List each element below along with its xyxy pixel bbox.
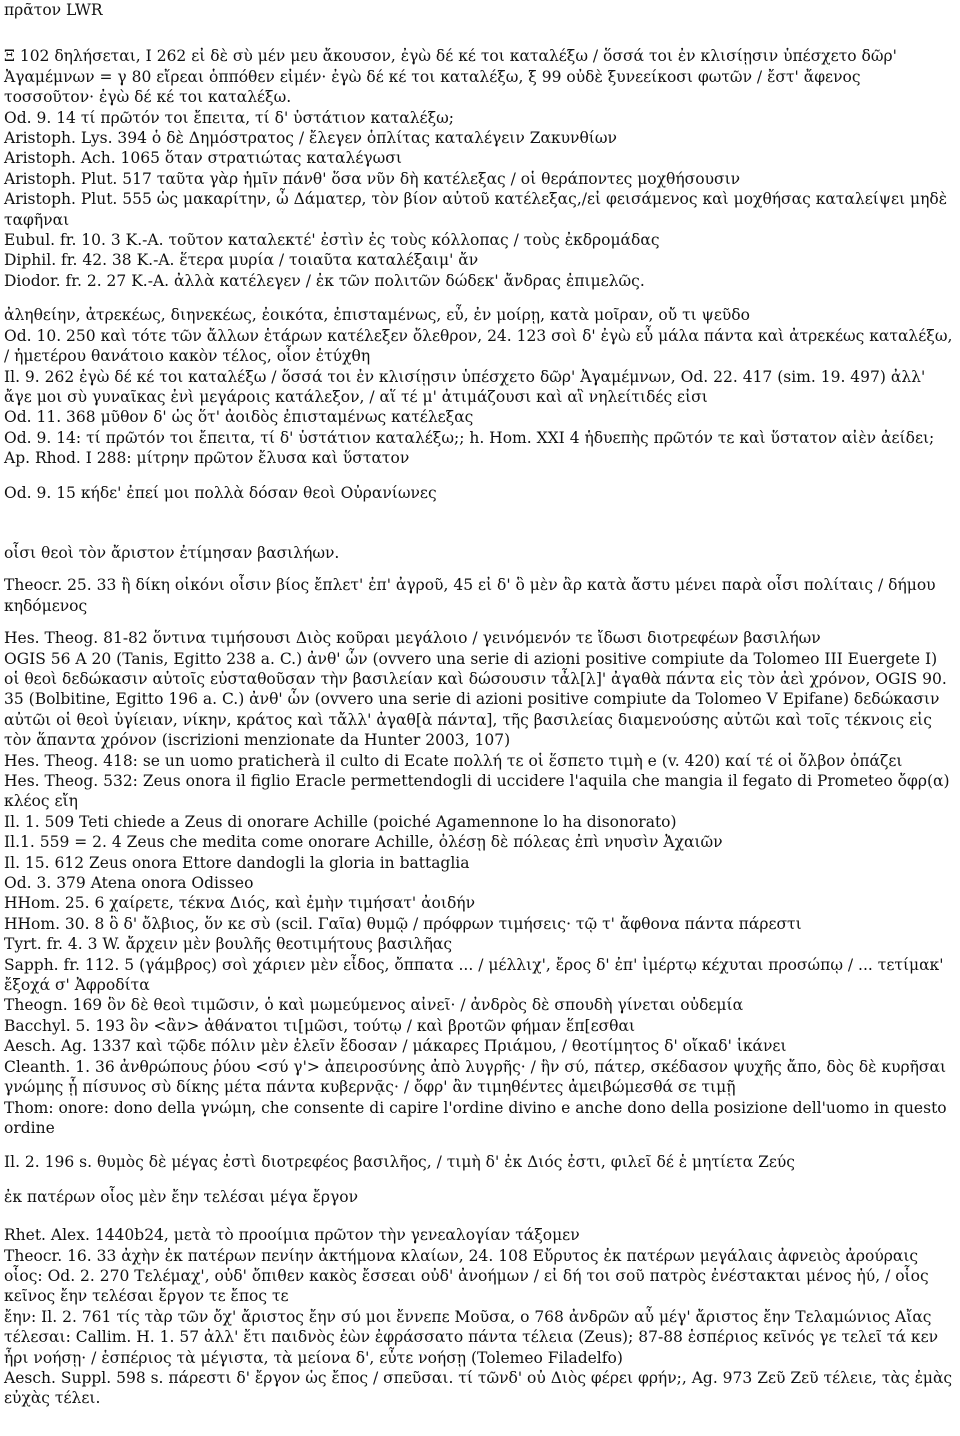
text-line: ἔην: Il. 2. 761 τίς τὰρ τῶν ὄχ' ἄριστος ἔην σύ μοι ἔννεπε Μοῦσα, o 768 ἀνδρῶν αὖ μέγ' ἄριστος ἔην Τελαμώνιος Αἴας <box>4 1307 932 1326</box>
text-line: Aristoph. Lys. 394 ὁ δὲ Δημόστρατος / ἔλεγεν ὁπλίτας καταλέγειν Ζακυνθίων <box>4 129 617 148</box>
text-line: ἐκ πατέρων οἷος μὲν ἔην τελέσαι μέγα ἔργον <box>4 1187 359 1206</box>
spacer <box>4 503 954 543</box>
spacer <box>4 616 954 628</box>
text-line: Sapph. fr. 112. 5 (γάμβρος) σοὶ χάριεν μὲν εἶδος, ὄππατα ... / μέλλιχ', ἔρος δ' ἐπ' ἰμέρτῳ κέχυται προσώπῳ / ... τετίμακ' ἔξοχά σ' Ἀφροδίτα <box>4 955 944 995</box>
text-line: Hes. Theog. 418: se un uomo praticherà il culto di Ecate πολλή τε οἱ ἕσπετο τιμὴ e (v. 420) καί τέ οἱ ὄλβον ὀπάζει <box>4 751 903 770</box>
text-line: HHom. 30. 8 ὃ δ' ὄλβιος, ὅν κε σὺ (scil. Γαῖα) θυμῷ / πρόφρων τιμήσεις· τῷ τ' ἄφθονα πάντα πάρεστι <box>4 914 802 933</box>
text-line: Il. 1. 509 Teti chiede a Zeus di onorare Achille (poiché Agamennone lo ha disonorato) <box>4 812 677 831</box>
text-line: OGIS 56 A 20 (Tanis, Egitto 238 a. C.) ἀνθ' ὧν (ovvero una serie di azioni positive compiute da Tolomeo III Euergete I) οἱ θεοὶ δεδώκασιν αὐτοῖς εὐσταθοῦσαν τὴν βασιλείαν καὶ δώσουσιν τἆλ[λ]' ἀγαθὰ πάντα εἰς τὸν ἀεὶ χρόνον, OGIS 90. 35 (Bolbitine, Egitto 196 a. C.) ἀνθ' ὧν (ovvero una serie di azioni positive compiute da Tolomeo V Epifane) δεδώκασιν αὐτῶι οἱ θεοὶ ὑγίειαν, νίκην, κράτος καὶ τἄλλ' ἀγαθ[ὰ πάντα], τῆς βασιλείας διαμενούσης αὐτῶι καὶ τοῖς τέκνοις εἰς τὸν ἅπαντα χρόνον (iscrizioni menzionate da Hunter 2003, 107) <box>4 649 947 750</box>
text-line: οἷσι θεοὶ τὸν ἄριστον ἐτίμησαν βασιλήων. <box>4 543 340 562</box>
text-line: Od. 3. 379 Atena onora Odisseo <box>4 874 254 893</box>
text-line: Od. 9. 14 τί πρῶτόν τοι ἔπειτα, τί δ' ὑστάτιον καταλέξω; <box>4 108 454 127</box>
spacer <box>4 1207 954 1225</box>
text-line: Hes. Theog. 81-82 ὅντινα τιμήσουσι Διὸς κοῦραι μεγάλοιο / γεινόμενόν τε ἴδωσι διοτρεφέων βασιλήων <box>4 629 821 648</box>
text-line: Od. 11. 368 μῦθον δ' ὡς ὅτ' ἀοιδὸς ἐπισταμένως κατέλεξας <box>4 408 474 427</box>
text-line: Hes. Theog. 532: Zeus onora il figlio Eracle permettendogli di uccidere l'aquila che mangia il fegato di Prometeo ὄφρ(α) κλέος εἴη <box>4 772 950 811</box>
text-line: τέλεσαι: Callim. H. 1. 57 ἀλλ' ἔτι παιδνὸς ἐὼν ἐφράσσατο πάντα τέλεια (Zeus); 87-88 ἑσπέριος κεῖνός γε τελεῖ τά κεν ἦρι νοήσῃ· / ἑσπέριος τὰ μέγιστα, τὰ μείονα δ', εὖτε νοήσῃ (Tolemeo Filadelfo) <box>4 1328 939 1367</box>
text-line: Aristoph. Ach. 1065 ὅταν στρατιώτας καταλέγωσι <box>4 149 402 168</box>
text-line: HHom. 25. 6 χαίρετε, τέκνα Διός, καὶ ἐμὴν τιμήσατ' ἀοιδήν <box>4 894 475 913</box>
text-line: Od. 10. 250 καὶ τότε τῶν ἄλλων ἑτάρων κατέλεξεν ὄλεθρον, 24. 123 σοὶ δ' ἐγὼ εὖ μάλα πάντα καὶ ἀτρεκέως καταλέξω, / ἡμετέρου θανάτοιο κακὸν τέλος, οἷον ἐτύχθη <box>4 326 953 366</box>
document-page <box>4 0 954 1409</box>
entries-list <box>4 46 954 1408</box>
spacer <box>4 469 954 483</box>
text-line: Diphil. fr. 42. 38 K.-A. ἕτερα μυρία / τοιαῦτα καταλέξαιμ' ἄν <box>4 251 479 270</box>
text-line: Cleanth. 1. 36 ἀνθρώπους ῥύου <σύ γ'> ἀπειροσύνης ἀπὸ λυγρῆς· / ἣν σύ, πάτερ, σκέδασον ψυχῆς ἄπο, δὸς δὲ κυρῆσαι γνώμης ᾗ πίσυνος σὺ δίκης μέτα πάντα κυβερνᾷς· / ὄφρ' ἂν τιμηθέντες ἀμειβώμεσθά σε τιμῇ <box>4 1057 947 1097</box>
text-line: Aesch. Suppl. 598 s. πάρεστι δ' ἔργον ὡς ἔπος / σπεῦσαι. τί τῶνδ' οὐ Διὸς φέρει φρήν;, Ag. 973 Ζεῦ Ζεῦ τέλειε, τὰς ἐμὰς εὐχὰς τέλει. <box>4 1368 953 1408</box>
text-line: Diodor. fr. 2. 27 K.-A. ἀλλὰ κατέλεγεν / ἐκ τῶν πολιτῶν δώδεκ' ἄνδρας ἐπιμελῶς. <box>4 271 645 290</box>
text-line: Ξ 102 δηλήσεται, I 262 εἰ δὲ σὺ μέν μευ ἄκουσον, ἐγὼ δέ κέ τοι καταλέξω / ὅσσά τοι ἐν κλισίῃσιν ὑπέσχετο δῶρ' Ἀγαμέμνων = γ 80 εἴρεαι ὁππόθεν εἰμέν· ἐγὼ δέ κέ τοι καταλέξω, ξ 99 οὐδὲ ξυνεείκοσι φωτῶν / ἔστ' ἄφενος τοσσοῦτον· ἐγὼ δέ κέ τοι καταλέξω. <box>4 47 897 107</box>
text-line: Il. 9. 262 ἐγὼ δέ κέ τοι καταλέξω / ὅσσά τοι ἐν κλισίῃσιν ὑπέσχετο δῶρ' Ἀγαμέμνων, Od. 22. 417 (sim. 19. 497) ἀλλ' ἄγε μοι σὺ γυναῖκας ἐνὶ μεγάροις κατάλεξον, / αἵ τέ μ' ἀτιμάζουσι καὶ αἳ νηλείτιδές εἰσι <box>4 367 926 406</box>
text-line: οἷος: Od. 2. 270 Τελέμαχ', οὐδ' ὄπιθεν κακὸς ἔσσεαι οὐδ' ἀνοήμων / εἰ δή τοι σοῦ πατρὸς ἐνέστακται μένος ἠύ, / οἷος κεῖνος ἔην τελέσαι ἔργον τε ἔπος τε <box>4 1266 929 1306</box>
page-header: πρᾶτον LWR <box>4 1 103 19</box>
text-line: Theocr. 16. 33 ἀχὴν ἐκ πατέρων πενίην ἀκτήμονα κλαίων, 24. 108 Εὔρυτος ἐκ πατέρων μεγάλαις ἀφνειὸς ἀρούραις <box>4 1246 919 1265</box>
text-line: Bacchyl. 5. 193 ὃν <ἂν> ἀθάνατοι τι[μῶσι, τούτῳ / καὶ βροτῶν φήμαν ἕπ[εσθαι <box>4 1016 636 1035</box>
text-line: Od. 9. 14: τί πρῶτόν τοι ἔπειτα, τί δ' ὑστάτιον καταλέξω;; h. Hom. XXI 4 ἡδυεπὴς πρῶτόν τε καὶ ὕστατον αἰὲν ἀείδει; Ap. Rhod. I 288: μίτρην πρῶτον ἔλυσα καὶ ὕστατον <box>4 428 935 468</box>
spacer <box>4 291 954 305</box>
text-line: Il. 2. 196 s. θυμὸς δὲ μέγας ἐστὶ διοτρεφέος βασιλῆος, / τιμὴ δ' ἐκ Διός ἐστι, φιλεῖ δέ ἑ μητίετα Ζεύς <box>4 1153 795 1172</box>
spacer <box>4 1173 954 1187</box>
text-line: Il.1. 559 = 2. 4 Zeus che medita come onorare Achille, ὀλέσῃ δὲ πόλεας ἐπὶ νηυσὶν Ἀχαιῶν <box>4 833 723 852</box>
spacer <box>4 563 954 575</box>
text-line: Il. 15. 612 Zeus onora Ettore dandogli la gloria in battaglia <box>4 853 470 872</box>
text-line: Aristoph. Plut. 555 ὡς μακαρίτην, ὦ Δάματερ, τὸν βίον αὐτοῦ κατέλεξας,/εἰ φεισάμενος καὶ μοχθήσας καταλείψει μηδὲ ταφῆναι <box>4 190 948 229</box>
text-line: Thom: onore: dono della γνώμη, che consente di capire l'ordine divino e anche dono della posizione dell'uomo in questo ordine <box>4 1098 947 1137</box>
text-line: Theogn. 169 ὃν δὲ θεοὶ τιμῶσιν, ὁ καὶ μωμεύμενος αἰνεῖ· / ἀνδρὸς δὲ σπουδὴ γίνεται οὐδεμία <box>4 996 744 1015</box>
text-line: Aristoph. Plut. 517 ταῦτα γὰρ ἡμῖν πάνθ' ὅσα νῦν δὴ κατέλεξας / οἱ θεράποντες μοχθήσουσιν <box>4 169 741 188</box>
text-line: Tyrt. fr. 4. 3 W. ἄρχειν μὲν βουλῆς θεοτιμήτους βασιλῆας <box>4 935 453 954</box>
text-line: Eubul. fr. 10. 3 K.-A. τοῦτον καταλεκτέ' ἐστὶν ἐς τοὺς κόλλοπας / τοὺς ἐκδρομάδας <box>4 231 660 250</box>
text-line: Rhet. Alex. 1440b24, μετὰ τὸ προοίμια πρῶτον τὴν γενεαλογίαν τάξομεν <box>4 1226 580 1245</box>
spacer <box>4 1138 954 1152</box>
text-line: Aesch. Ag. 1337 καὶ τῷδε πόλιν μὲν ἑλεῖν ἔδοσαν / μάκαρες Πριάμου, / θεοτίμητος δ' οἴκαδ' ἱκάνει <box>4 1037 787 1056</box>
text-line: Theocr. 25. 33 ἢ δίκη οἰκόνι οἷσιν βίος ἔπλετ' ἐπ' ἀγροῦ, 45 εἰ δ' ὃ μὲν ἂρ κατὰ ἄστυ μένει παρὰ οἷσι πολίταις / δήμου κηδόμενος <box>4 576 936 615</box>
text-line: Od. 9. 15 κήδε' ἐπεί μοι πολλὰ δόσαν θεοὶ Οὐρανίωνες <box>4 483 437 502</box>
text-line: ἀληθείην, ἀτρεκέως, διηνεκέως, ἐοικότα, ἐπισταμένως, εὖ, ἐν μοίρῃ, κατὰ μοῖραν, οὔ τι ψεῦδο <box>4 306 750 325</box>
